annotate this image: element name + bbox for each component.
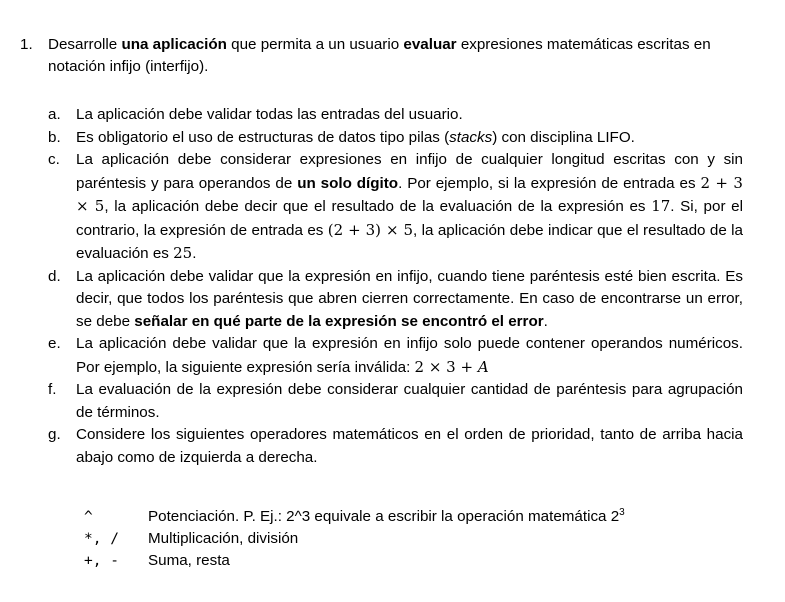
- list-letter: c.: [48, 151, 60, 168]
- operator-symbol: ^: [84, 509, 93, 525]
- list-item-d: [48, 266, 743, 334]
- list-item-a: [48, 104, 743, 127]
- list-text: La aplicación debe validar que la expresión en infijo solo puede contener operandos numéricos. Por ejemplo, la siguiente expresión sería inválida: 2 × 3 + A: [76, 335, 743, 376]
- list-item-c: [48, 149, 743, 266]
- math-value: 25: [173, 244, 193, 262]
- operator-symbol: *, /: [84, 531, 119, 547]
- list-item-f: [48, 379, 743, 424]
- math-expression: (2 + 3) × 5: [327, 220, 414, 239]
- list-text: Es obligatorio el uso de estructuras de datos tipo pilas (stacks) con disciplina LIFO.: [76, 128, 635, 146]
- list-letter: d.: [48, 267, 61, 285]
- list-letter: f.: [48, 381, 57, 398]
- list-text: La aplicación debe considerar expresiones en infijo de cualquier longitud escritas con y sin paréntesis y para operandos de un solo dígito. Por ejemplo, si la expresión de entrada es 2 + 3 × 5, la aplicación debe decir que el resultado de la evaluación de la expresión es 17. Si, por el contrario, la expresión de entrada es (2 + 3) × 5, la aplicación debe indicar que el resultado de la evaluación es 25.: [76, 151, 743, 262]
- list-text: La evaluación de la expresión debe considerar cualquier cantidad de paréntesis para agrupación de términos.: [76, 381, 743, 421]
- list-letter: b.: [48, 128, 61, 146]
- operator-description: Multiplicación, división: [148, 530, 299, 547]
- list-letter: a.: [48, 106, 61, 123]
- math-expression: 2 × 3 +: [414, 357, 478, 376]
- math-variable: A: [477, 357, 489, 376]
- list-text: Considere los siguientes operadores matemáticos en el orden de prioridad, tanto de arriba hacia abajo como de izquierda a derecha.: [76, 426, 743, 466]
- operator-description: Potenciación. P. Ej.: 2^3 equivale a escribir la operación matemática $2^3$: [148, 507, 625, 525]
- list-item-b: [48, 127, 743, 150]
- list-letter: e.: [48, 335, 61, 352]
- list-text: La aplicación debe validar que la expresión en infijo, cuando tiene paréntesis esté bien escrita. Es decir, que todos los paréntesis que abren cierren correctamente. En caso de encontrarse un error, se debe señalar en qué parte de la expresión se encontró el error.: [76, 267, 743, 330]
- math-value: 17: [651, 197, 671, 215]
- list-item-e: [48, 333, 743, 379]
- operator-description: Suma, resta: [148, 552, 230, 569]
- item-number: 1.: [20, 36, 33, 53]
- math-expression: 2 + 3 × 5: [76, 173, 743, 215]
- list-letter: g.: [48, 426, 61, 443]
- list-item-g: [48, 424, 743, 469]
- superscript: 3: [619, 507, 625, 518]
- list-text: La aplicación debe validar todas las entradas del usuario.: [76, 106, 463, 123]
- requirements-list: [48, 104, 743, 469]
- operator-symbol: +, -: [84, 553, 119, 569]
- item-statement: Desarrolle una aplicación que permita a un usuario evaluar expresiones matemáticas escritas en notación infijo (interfijo).: [48, 36, 711, 75]
